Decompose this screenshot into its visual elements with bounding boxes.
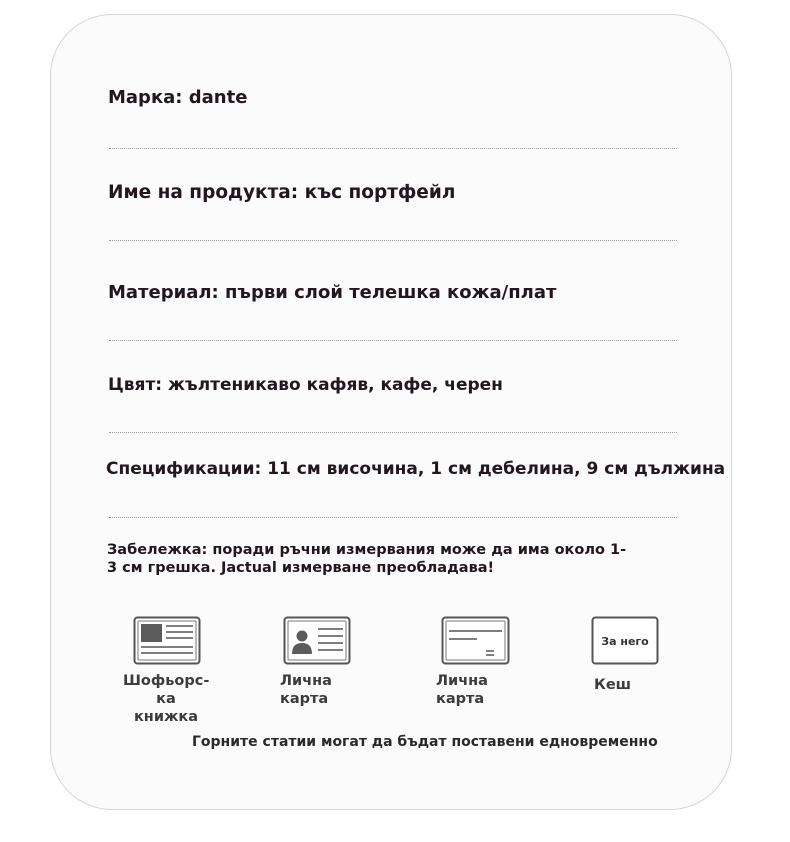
footer-note: Горните статии могат да бъдат поставени едновременно xyxy=(192,734,658,750)
cash-label xyxy=(594,676,631,694)
cash-note-text: За него xyxy=(601,635,649,648)
note-line-2: 3 см грешка. Jactual измерване преобладава! xyxy=(107,560,495,576)
color-spec: Цвят: жълтеникаво кафяв, кафе, черен xyxy=(108,375,503,395)
material-spec: Материал: първи слой телешка кожа/плат xyxy=(108,282,557,303)
measurement-note xyxy=(107,541,667,577)
driver-license-label xyxy=(123,672,209,726)
id-card-label xyxy=(280,672,332,708)
bank-card-label-line-2: карта xyxy=(436,691,485,707)
divider xyxy=(109,517,677,518)
divider xyxy=(109,240,677,241)
divider xyxy=(109,340,677,341)
id-card-label-line-2: карта xyxy=(280,691,329,707)
product-name-spec: Име на продукта: къс портфейл xyxy=(108,182,456,203)
id-card-icon xyxy=(283,616,351,665)
driver-license-label-line-1: Шофьорс- xyxy=(123,673,210,689)
driver-license-icon xyxy=(133,616,201,665)
cash-label-line-1: Кеш xyxy=(594,677,632,693)
bank-card-icon xyxy=(441,616,510,665)
dimensions-spec: Спецификации: 11 см височина, 1 см дебелина, 9 см дължина xyxy=(106,459,726,479)
id-card-label-line-1: Лична xyxy=(280,673,332,689)
divider xyxy=(109,432,677,433)
brand-spec: Марка: dante xyxy=(108,87,248,108)
note-line-1: Забележка: поради ръчни измервания може да има около 1- xyxy=(107,542,627,558)
divider xyxy=(109,148,677,149)
bank-card-label-line-1: Лична xyxy=(436,673,488,689)
cash-note-icon xyxy=(591,616,659,665)
bank-card-label xyxy=(436,672,488,708)
driver-license-label-line-2: ка книжка xyxy=(133,691,199,725)
